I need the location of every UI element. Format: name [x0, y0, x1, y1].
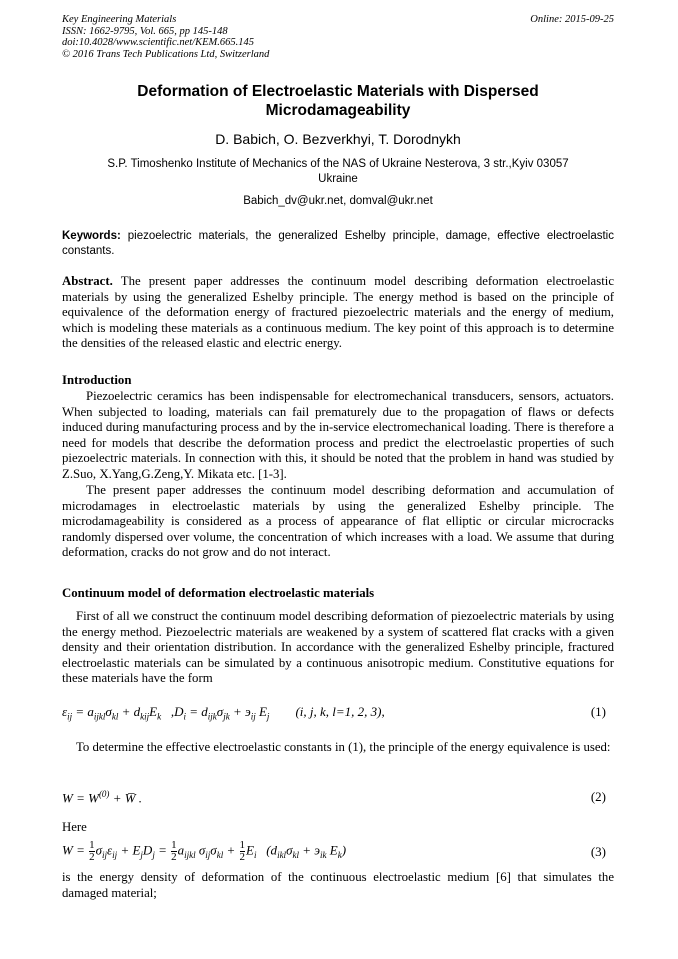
fraction-one-half: $\frac{1}{2}$ — [89, 839, 95, 863]
keywords — [62, 229, 614, 258]
journal-name: Key Engineering Materials — [62, 14, 177, 25]
intro-paragraph-2: The present paper addresses the continuum model describing deformation and accumulation of microdamages in electroelastic materials by using the generalized Eshelby principle. The microdamageability is considered as a process of appearance of flat elliptic or circular microcracks randomly dispersed over volume, the concentration of which increases with a load. We assume that during deformation, cracks do not grow and do not interact. — [62, 483, 614, 560]
doi-line: doi:10.4028/www.scientific.net/KEM.665.145 — [62, 37, 254, 49]
fraction-one-half: $\frac{1}{2}$ — [171, 839, 177, 863]
keywords-label: Keywords: — [62, 230, 121, 242]
title-line-2: Microdamageability — [265, 102, 411, 119]
paper-title — [62, 82, 614, 120]
section-heading-introduction: Introduction — [62, 373, 132, 387]
affiliation-line-1: S.P. Timoshenko Institute of Mechanics of the NAS of Ukraine Nesterova, 3 str.,Kyiv 03057 — [107, 158, 569, 170]
affiliation — [62, 157, 614, 186]
fraction-one-half: $\frac{1}{2}$ — [239, 839, 245, 863]
equation-1-number: (1) — [590, 704, 606, 719]
continuum-paragraph-2: To determine the effective electroelastic constants in (1), the principle of the energy equivalence is used: — [76, 740, 611, 754]
continuum-paragraph-3: is the energy density of deformation of the continuous electroelastic medium [6] that simulates the damaged material; — [62, 870, 614, 900]
equation-2-number: (2) — [590, 789, 606, 804]
equation-1 — [62, 704, 614, 726]
abstract — [62, 274, 614, 352]
authors: D. Babich, O. Bezverkhyi, T. Dorodnykh — [215, 131, 461, 147]
journal-header — [62, 14, 269, 60]
section-heading-continuum: Continuum model of deformation electroelastic materials — [62, 586, 375, 600]
intro-paragraph-1: Piezoelectric ceramics has been indispensable for electromechanical transducers, sensors, actuators. When subjected to loading, materials can fail prematurely due to the propagation of flaws or defects induced during manufacturing process and by the in-service electromechanical loading. There is therefore a need for models that describe the deformation process and predict the electroelastic properties of such piezoelectric materials. In connection with this, it should be noted that the problem in hand was studied by Z.Suo, X.Yang,G.Zeng,Y. Mikata etc. [1-3]. — [62, 389, 614, 481]
title-line-1: Deformation of Electroelastic Materials with Dispersed — [137, 83, 539, 100]
equation-1-body: $\varepsilon_{ij} = a_{ijkl}\sigma_{kl} + d_{kij}E_k$ $,D_i = d_{ijk}\sigma_{jk} + э_{ij}$ $E_j$ (i, j, k, l=1, 2, 3), — [62, 704, 385, 722]
equation-3-body: W = $\frac{1}{2}$ $\sigma_{ij}\varepsilon_{ij} + E_jD_j$ = $\frac{1}{2}$ $a_{ijkl}$ $\sigma_{ij}\sigma_{kl}$ + $\frac{1}{2}$ $E_i$ ($d_{ikl}\sigma_{kl} + э_{ik}$ $E_k$) — [62, 839, 347, 863]
here-label: Here — [62, 820, 87, 834]
online-date: Online: 2015-09-25 — [530, 14, 614, 25]
abstract-text: The present paper addresses the continuum model describing deformation electroelastic materials by using the generalized Eshelby principle. The energy method is based on the principle of equivalence of the deformation energy of fractured piezoelectric materials and the energy of medium, which is modeling these materials as a continuous medium. The key point of this approach is to determine the densities of the released elastic and electric energy. — [62, 274, 614, 351]
affiliation-line-2: Ukraine — [318, 172, 358, 185]
equation-2 — [62, 789, 614, 811]
equation-3 — [62, 836, 614, 866]
equation-2-body: $W = W^{(0)}$ + W̅ . — [62, 789, 143, 806]
issn-line: ISSN: 1662-9795, Vol. 665, pp 145-148 — [62, 25, 228, 37]
copyright-line: © 2016 Trans Tech Publications Ltd, Switzerland — [62, 48, 270, 60]
abstract-label: Abstract. — [62, 274, 113, 288]
author-emails: Babich_dv@ukr.net, domval@ukr.net — [243, 195, 433, 207]
equation-3-number: (3) — [590, 844, 606, 859]
keywords-text: piezoelectric materials, the generalized Eshelby principle, damage, effective electroelastic constants. — [62, 230, 614, 257]
continuum-paragraph-1: First of all we construct the continuum model describing deformation of piezoelectric materials by using the energy method. Piezoelectric materials are weakened by a system of scattered flat cracks with a given density and their orientation distribution. In accordance with the generalized Eshelby principle, fractured electroelastic materials can be simulated by a continuous anisotropic medium. Constitutive equations for these materials have the form — [62, 609, 614, 686]
